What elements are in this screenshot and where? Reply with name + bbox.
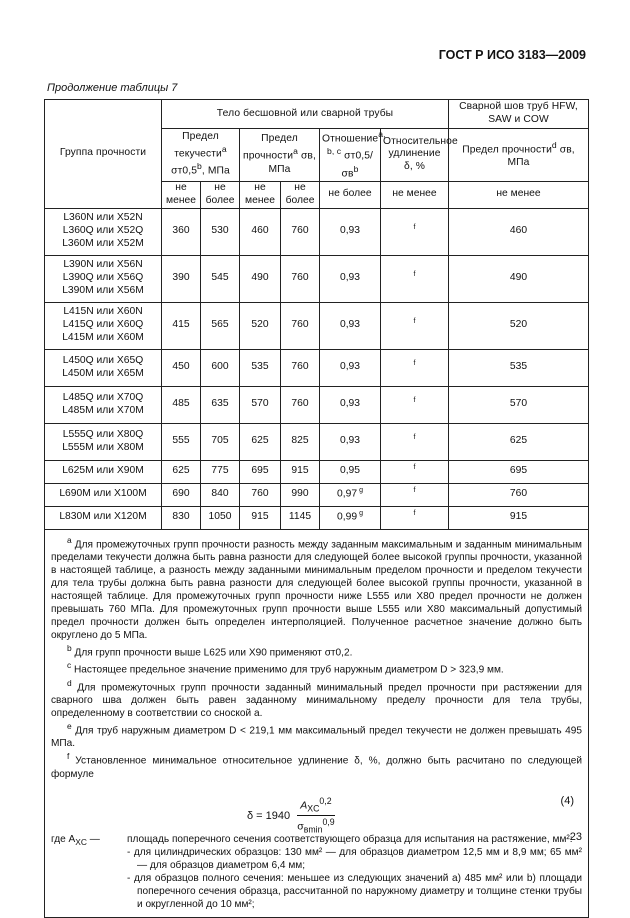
yield-max-cell: 530 xyxy=(201,208,240,255)
weld-header: Сварной шов труб HFW, SAW и COW xyxy=(449,100,589,129)
tensile-min-cell: 760 xyxy=(240,483,281,506)
elongation-cell: f xyxy=(381,255,449,302)
yield-min-cell: 555 xyxy=(162,423,201,460)
table-row xyxy=(45,208,589,255)
weld-cell: 520 xyxy=(449,302,589,349)
tensile-max-sub: не более xyxy=(281,181,320,208)
weld-cell: 760 xyxy=(449,483,589,506)
ratio-cell: 0,97 $^g$ xyxy=(320,483,381,506)
weld-cell: 460 xyxy=(449,208,589,255)
table-row xyxy=(45,349,589,386)
weld-cell: 490 xyxy=(449,255,589,302)
tensile-max-cell: 1145 xyxy=(281,506,320,529)
elongation-cell: f xyxy=(381,483,449,506)
yield-min-cell: 360 xyxy=(162,208,201,255)
tensile-min-cell: 695 xyxy=(240,460,281,483)
grade-cell: L415N или X60N L415Q или X60Q L415M или X60M xyxy=(45,302,162,349)
weld-cell: 625 xyxy=(449,423,589,460)
footnotes-row xyxy=(45,529,589,917)
elongation-cell: f xyxy=(381,386,449,423)
elongation-cell: f xyxy=(381,302,449,349)
tensile-min-cell: 520 xyxy=(240,302,281,349)
table-row xyxy=(45,483,589,506)
tensile-min-cell: 915 xyxy=(240,506,281,529)
grade-cell: L625M или X90M xyxy=(45,460,162,483)
yield-max-cell: 545 xyxy=(201,255,240,302)
note-b: Для групп прочности выше L625 или X90 применяют σт0,2. xyxy=(71,647,353,659)
elongation-cell: f xyxy=(381,423,449,460)
weld-cell: 695 xyxy=(449,460,589,483)
yield-min-sub: не менее xyxy=(162,181,201,208)
grade-cell: L690M или X100M xyxy=(45,483,162,506)
ratio-header: Отношение$^{a, b, c}$ $\sigma т0,5/\sigma в^b$ xyxy=(320,129,381,182)
note-e: Для труб наружным диаметром D < 219,1 мм максимальный предел текучести не должен превышать 495 МПа. xyxy=(51,725,582,750)
note-a: Для промежуточных групп прочности разность между заданным максимальным и заданным минимальным пределами текучести должна быть равна разности для следующей более высокой группы прочности, указанной в настоящей таблице, а разность между заданными минимальным пределом прочности и пределом текучести для тела трубы должна быть равна разности для следующей более высокой группы прочности, указанной в настоящей таблице. Для промежуточных групп прочности ниже L555 или X80 предел прочности не должен превышать 760 МПа. Для промежуточных групп прочности выше L555 или X80 максимальный допустимый предел прочности должен быть определен интерполяцией. Полученное расчетное значение должно быть округлено до 5 МПа. xyxy=(51,538,582,641)
tensile-max-cell: 915 xyxy=(281,460,320,483)
elongation-sub: не менее xyxy=(381,181,449,208)
ratio-cell: 0,93 xyxy=(320,423,381,460)
table-row xyxy=(45,423,589,460)
yield-max-cell: 705 xyxy=(201,423,240,460)
yield-min-cell: 390 xyxy=(162,255,201,302)
grade-cell: L390N или X56N L390Q или X56Q L390M или X56M xyxy=(45,255,162,302)
elongation-header: Относительное удлинение δ, % xyxy=(381,129,449,182)
table-row xyxy=(45,506,589,529)
table-row xyxy=(45,386,589,423)
grade-cell: L830M или X120M xyxy=(45,506,162,529)
yield-min-cell: 450 xyxy=(162,349,201,386)
header-row-1 xyxy=(45,100,589,129)
ratio-cell: 0,99 $^g$ xyxy=(320,506,381,529)
tensile-max-cell: 760 xyxy=(281,386,320,423)
ratio-cell: 0,93 xyxy=(320,386,381,423)
yield-max-cell: 600 xyxy=(201,349,240,386)
grade-cell: L485Q или X70Q L485M или X70M xyxy=(45,386,162,423)
table-row xyxy=(45,255,589,302)
note-f: Установленное минимальное относительное удлинение δ, %, должно быть расчитано по следующей формуле xyxy=(51,755,582,780)
yield-max-cell: 565 xyxy=(201,302,240,349)
ratio-cell: 0,93 xyxy=(320,255,381,302)
ratio-sub: не более xyxy=(320,181,381,208)
tensile-min-cell: 625 xyxy=(240,423,281,460)
weld-cell: 535 xyxy=(449,349,589,386)
elongation-cell: f xyxy=(381,349,449,386)
tensile-min-cell: 460 xyxy=(240,208,281,255)
yield-max-cell: 635 xyxy=(201,386,240,423)
tensile-min-cell: 570 xyxy=(240,386,281,423)
grade-cell: L450Q или X65Q L450M или X65M xyxy=(45,349,162,386)
elongation-cell: f xyxy=(381,460,449,483)
yield-header: Предел текучести$^a$ σт0,5$^b$, МПа xyxy=(162,129,240,182)
table-row xyxy=(45,460,589,483)
ratio-cell: 0,93 xyxy=(320,349,381,386)
yield-min-cell: 485 xyxy=(162,386,201,423)
weld-sub: не менее xyxy=(449,181,589,208)
table-continuation-caption: Продолжение таблицы 7 xyxy=(47,82,178,94)
ratio-cell: 0,93 xyxy=(320,208,381,255)
tensile-min-sub: не менее xyxy=(240,181,281,208)
yield-min-cell: 625 xyxy=(162,460,201,483)
strength-table xyxy=(44,99,589,918)
elongation-formula: δ = 1940 $\frac{A_{XC}^{0,2}}{\sigma_{вmin}^{0,9}}$ (4) xyxy=(247,794,574,835)
tensile-max-cell: 825 xyxy=(281,423,320,460)
tensile-max-cell: 990 xyxy=(281,483,320,506)
tensile-max-cell: 760 xyxy=(281,302,320,349)
elongation-cell: f xyxy=(381,506,449,529)
formula-definition: где $A_{XC}$ — площадь поперечного сечения соответствующего образца для испытания на растяжение, мм²: - для цилиндрических образцов: 130 мм² — для образцов диаметром 12,5 мм и 8,9 мм; 65 мм² — для образцов диаметром 6,4 мм; - для образцов полного сечения: меньшее из следующих значений a) 485 мм² или b) площади поперечного сечения образца, рассчитанной по наружному диаметру и толщине стенки трубы и округленной до 10 мм²; xyxy=(51,833,582,910)
tensile-min-cell: 535 xyxy=(240,349,281,386)
yield-max-cell: 840 xyxy=(201,483,240,506)
yield-min-cell: 415 xyxy=(162,302,201,349)
elongation-cell: f xyxy=(381,208,449,255)
ratio-cell: 0,95 xyxy=(320,460,381,483)
page-number: 23 xyxy=(569,831,582,843)
group-header: Группа прочности xyxy=(45,100,162,209)
note-c: Настоящее предельное значение применимо для труб наружным диаметром D > 323,9 мм. xyxy=(71,664,504,676)
yield-max-cell: 775 xyxy=(201,460,240,483)
table-row xyxy=(45,302,589,349)
tensile-max-cell: 760 xyxy=(281,208,320,255)
weld-cell: 570 xyxy=(449,386,589,423)
ratio-cell: 0,93 xyxy=(320,302,381,349)
yield-min-cell: 830 xyxy=(162,506,201,529)
grade-cell: L360N или X52N L360Q или X52Q L360M или X52M xyxy=(45,208,162,255)
standard-header: ГОСТ Р ИСО 3183—2009 xyxy=(438,48,586,62)
tensile-min-cell: 490 xyxy=(240,255,281,302)
grade-cell: L555Q или X80Q L555M или X80M xyxy=(45,423,162,460)
pipe-body-header: Тело бесшовной или сварной трубы xyxy=(162,100,449,129)
yield-max-sub: не более xyxy=(201,181,240,208)
tensile-max-cell: 760 xyxy=(281,255,320,302)
footnotes: $^a$ Для промежуточных групп прочности разность между заданным максимальным и заданным минимальным пределами текучести должна быть равна разности для следующей более высокой группы прочности, указанной в настоящей таблице, а разность между заданными минимальным пределом прочности и пределом текучести для тела трубы должна быть равна разности для следующей более высокой группы прочности, указанной в настоящей таблице. Для промежуточных групп прочности ниже L555 или X80 предел прочности не должен превышать 760 МПа. Для промежуточных групп прочности выше L555 или X80 максимальный допустимый предел прочности должен быть определен интерполяцией. Полученное расчетное значение должно быть округлено до 5 МПа. $^b$ Для групп прочности выше L625 или X90 применяют σт0,2. $^c$ Настоящее предельное значение применимо для труб наружным диаметром D > 323,9 мм. $^d$ Для промежуточных групп прочности заданный минимальный предел прочности при растяжении для сварного шва должен быть равен заданному минимальному пределу прочности для тела трубы, определенному в соответствии со сноской a. $^e$ Для труб наружным диаметром D < 219,1 мм максимальный предел текучести не должен превышать 495 МПа. $^f$ Установленное минимальное относительное удлинение δ, %, должно быть расчитано по следующей формуле δ = 1940 $\frac{A_{XC}^{0,2}}{\sigma_{вmin}^{0,9}}$ (4) где $A_{XC}$ — площадь поперечного сечения соответствующего образца для испытания на растяжение, мм²: - для цилиндрических образцов: 130 мм² — для образцов диаметром 12,5 мм и 8,9 мм; 65 мм² — для образцов диаметром 6,4 мм; - для образцов полного сечения: меньшее из следующих значений a) 485 мм² или b) площади поперечного сечения образца, рассчитанной по наружному диаметру и толщине стенки трубы и округленной до 10 мм²; xyxy=(45,529,589,917)
note-d: Для промежуточных групп прочности заданный минимальный предел прочности при растяжении для сварного шва должен быть равен заданному минимальному пределу прочности для тела трубы, определенному в соответствии со сноской a. xyxy=(51,682,582,719)
weld-tensile-header: Предел прочности$^d$ σв, МПа xyxy=(449,129,589,182)
tensile-max-cell: 760 xyxy=(281,349,320,386)
yield-min-cell: 690 xyxy=(162,483,201,506)
formula-number: (4) xyxy=(560,794,574,807)
yield-max-cell: 1050 xyxy=(201,506,240,529)
weld-cell: 915 xyxy=(449,506,589,529)
tensile-header: Предел прочности$^a$ σв, МПа xyxy=(240,129,320,182)
